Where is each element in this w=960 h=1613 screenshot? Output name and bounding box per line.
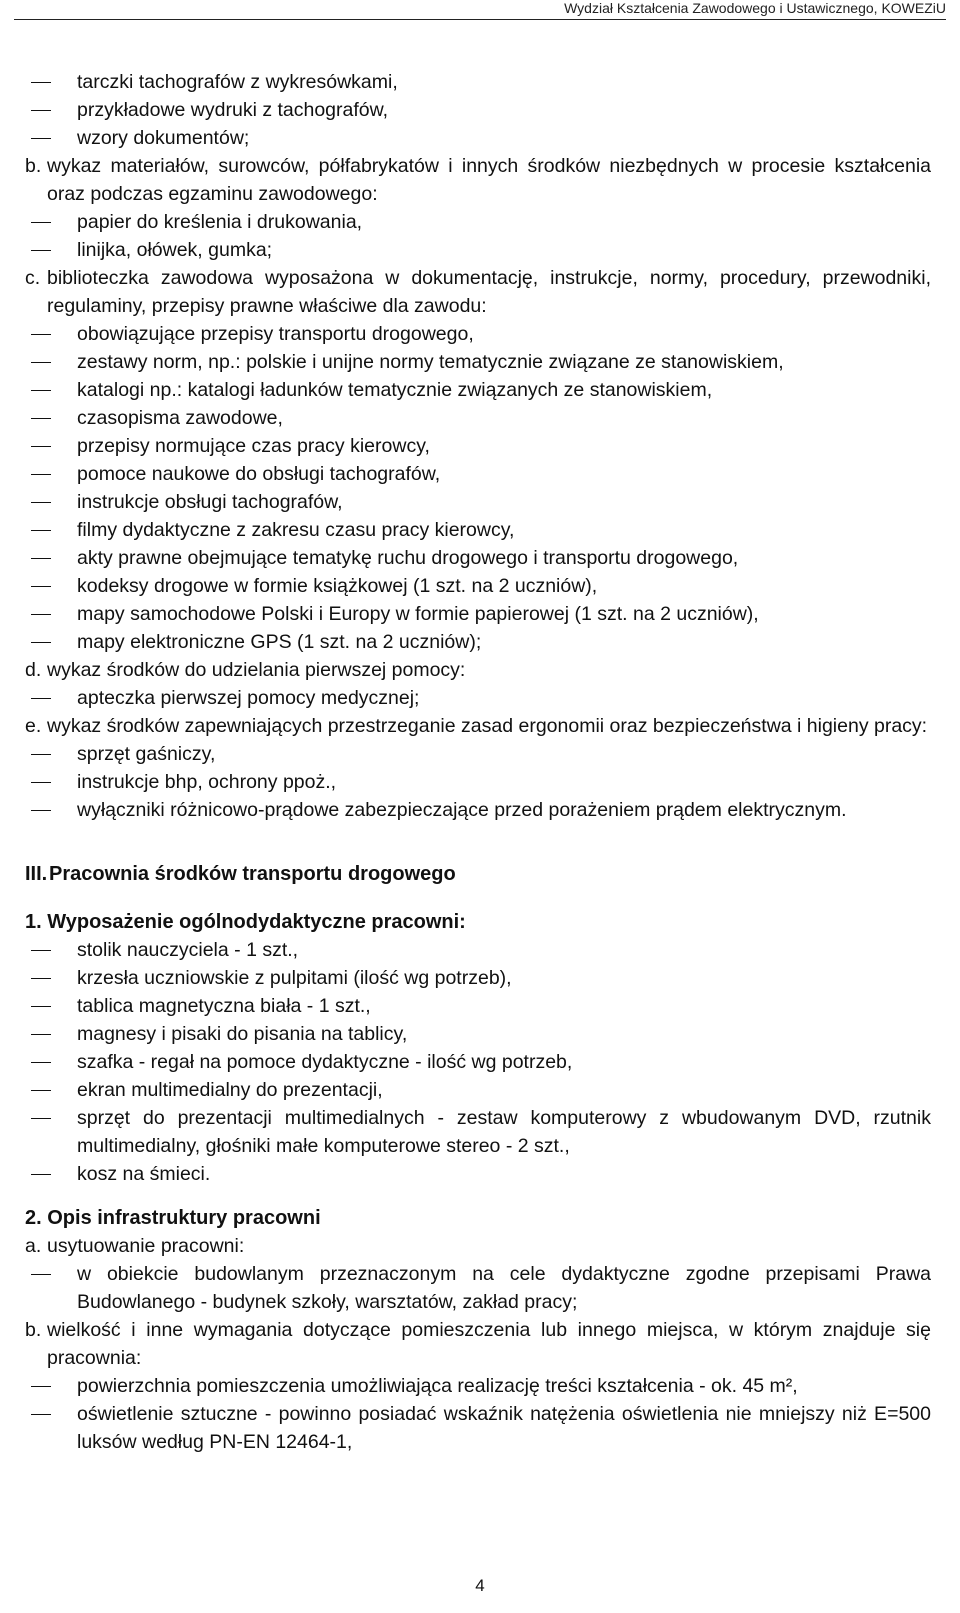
list-item: sprzęt do prezentacji multimedialnych - zestaw komputerowy z wbudowanym DVD, rzutnik multimedialny, głośniki małe komputerowe stereo - 2 szt., <box>25 1104 931 1160</box>
item-text: wykaz materiałów, surowców, półfabrykatów i innych środków niezbędnych w procesie kształcenia oraz podczas egzaminu zawodowego: <box>47 155 931 205</box>
list-item: wyłączniki różnicowo-prądowe zabezpieczające przed porażeniem prądem elektrycznym. <box>25 796 931 824</box>
item-text: usytuowanie pracowni: <box>47 1235 245 1257</box>
item-label: a. <box>25 1235 42 1257</box>
item-a <box>25 1232 931 1260</box>
list-item: filmy dydaktyczne z zakresu czasu pracy kierowcy, <box>25 516 931 544</box>
list-item: oświetlenie sztuczne - powinno posiadać wskaźnik natężenia oświetlenia nie mniejszy niż E=500 luksów według PN-EN 12464-1, <box>25 1400 931 1456</box>
list-item: instrukcje bhp, ochrony ppoż., <box>25 768 931 796</box>
item-label: d. <box>25 659 42 681</box>
item-label: b. <box>25 1319 42 1341</box>
item-text: wykaz środków zapewniających przestrzeganie zasad ergonomii oraz bezpieczeństwa i higieny pracy: <box>47 715 928 737</box>
page-content <box>25 68 931 1456</box>
subsection-heading: 2. Opis infrastruktury pracowni <box>25 1207 321 1229</box>
subsection-heading: 1. Wyposażenie ogólnodydaktyczne pracowni: <box>25 911 466 933</box>
list-item: przepisy normujące czas pracy kierowcy, <box>25 432 931 460</box>
list-item: szafka - regał na pomoce dydaktyczne - ilość wg potrzeb, <box>25 1048 931 1076</box>
list-item: powierzchnia pomieszczenia umożliwiająca realizację treści kształcenia - ok. 45 m², <box>25 1372 931 1400</box>
item-text: wielkość i inne wymagania dotyczące pomieszczenia lub innego miejsca, w którym znajduje się pracownia: <box>47 1319 931 1369</box>
page-number: 4 <box>475 1576 485 1595</box>
item-b <box>25 152 931 208</box>
list-item: pomoce naukowe do obsługi tachografów, <box>25 460 931 488</box>
item-text: wykaz środków do udzielania pierwszej pomocy: <box>47 659 466 681</box>
list-item: katalogi np.: katalogi ładunków tematycznie związanych ze stanowiskiem, <box>25 376 931 404</box>
list-item: linijka, ołówek, gumka; <box>25 236 931 264</box>
item-b <box>25 1316 931 1372</box>
item-label: b. <box>25 155 42 177</box>
item-e <box>25 712 931 740</box>
list-item: instrukcje obsługi tachografów, <box>25 488 931 516</box>
list-item: czasopisma zawodowe, <box>25 404 931 432</box>
section-heading <box>25 860 931 888</box>
list-item: ekran multimedialny do prezentacji, <box>25 1076 931 1104</box>
list-item: przykładowe wydruki z tachografów, <box>25 96 931 124</box>
section-title: Pracownia środków transportu drogowego <box>49 863 456 885</box>
list-item: mapy samochodowe Polski i Europy w formie papierowej (1 szt. na 2 uczniów), <box>25 600 931 628</box>
list-item: wzory dokumentów; <box>25 124 931 152</box>
list-item: krzesła uczniowskie z pulpitami (ilość wg potrzeb), <box>25 964 931 992</box>
list-item: akty prawne obejmujące tematykę ruchu drogowego i transportu drogowego, <box>25 544 931 572</box>
item-label: c. <box>25 267 41 289</box>
list-item: zestawy norm, np.: polskie i unijne normy tematycznie związane ze stanowiskiem, <box>25 348 931 376</box>
list-item: kosz na śmieci. <box>25 1160 931 1188</box>
section-number: III. <box>25 863 48 885</box>
list-item: w obiekcie budowlanym przeznaczonym na cele dydaktyczne zgodne przepisami Prawa Budowlanego - budynek szkoły, warsztatów, zakład pracy; <box>25 1260 931 1316</box>
item-d <box>25 656 931 684</box>
list-item: magnesy i pisaki do pisania na tablicy, <box>25 1020 931 1048</box>
list-item: sprzęt gaśniczy, <box>25 740 931 768</box>
list-item: tablica magnetyczna biała - 1 szt., <box>25 992 931 1020</box>
item-c <box>25 264 931 320</box>
list-item: stolik nauczyciela - 1 szt., <box>25 936 931 964</box>
item-label: e. <box>25 715 42 737</box>
list-item: mapy elektroniczne GPS (1 szt. na 2 uczniów); <box>25 628 931 656</box>
item-text: biblioteczka zawodowa wyposażona w dokumentację, instrukcje, normy, procedury, przewodniki, regulaminy, przepisy prawne właściwe dla zawodu: <box>47 267 931 317</box>
list-a-items <box>25 68 931 152</box>
list-item: papier do kreślenia i drukowania, <box>25 208 931 236</box>
list-item: apteczka pierwszej pomocy medycznej; <box>25 684 931 712</box>
page-header: Wydział Kształcenia Zawodowego i Ustawicznego, KOWEZiU <box>14 0 946 20</box>
list-item: kodeksy drogowe w formie książkowej (1 szt. na 2 uczniów), <box>25 572 931 600</box>
list-item: tarczki tachografów z wykresówkami, <box>25 68 931 96</box>
list-item: obowiązujące przepisy transportu drogowego, <box>25 320 931 348</box>
